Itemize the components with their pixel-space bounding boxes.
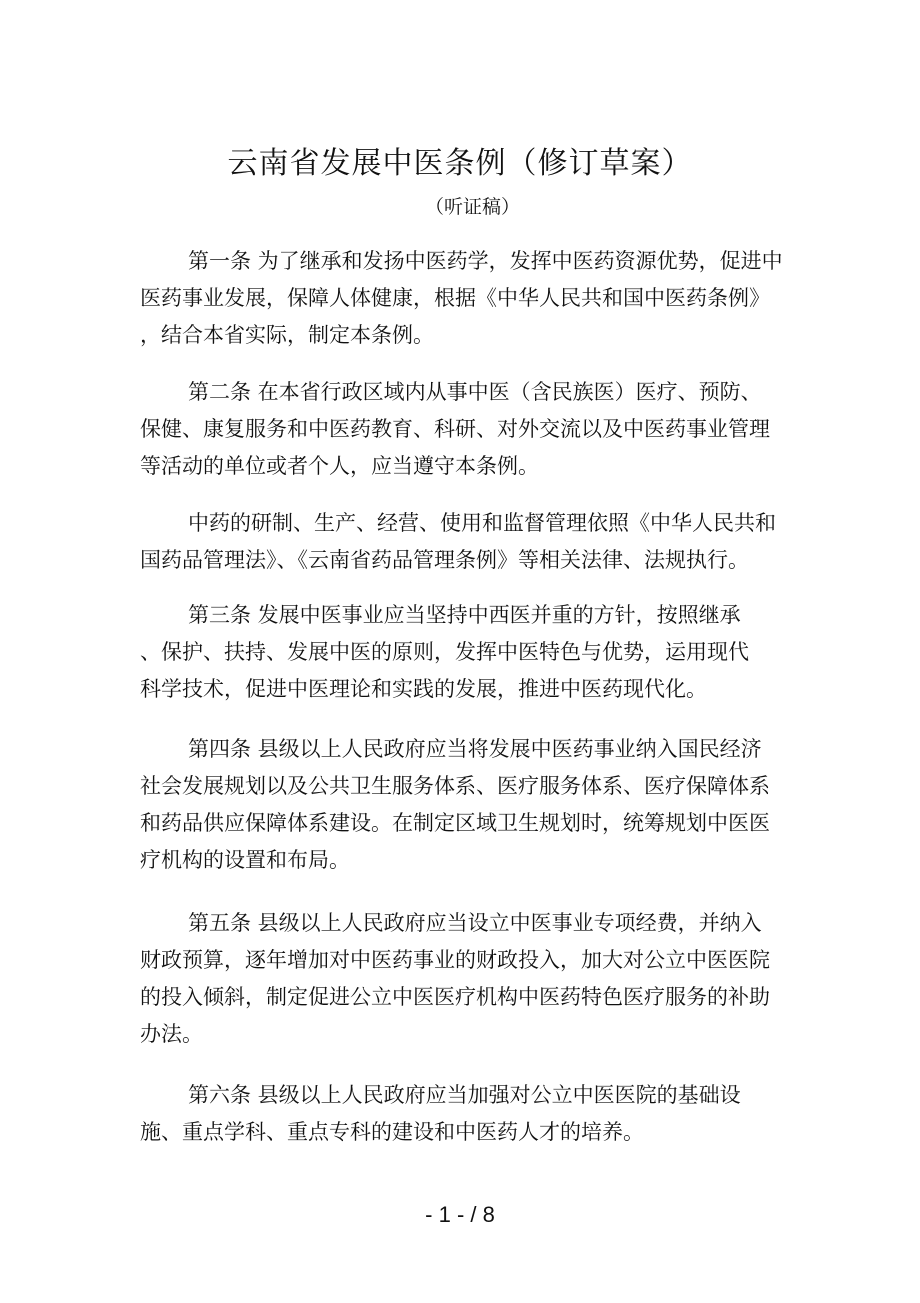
document-subtitle: （听证稿）: [425, 196, 521, 218]
article-4-line: 社会发展规划以及公共卫生服务体系、医疗服务体系、医疗保障体系: [140, 774, 770, 798]
article-2-line: 第二条 在本省行政区域内从事中医（含民族医）医疗、预防、: [188, 380, 762, 404]
article-4-line: 和药品供应保障体系建设。在制定区域卫生规划时，统筹规划中医医: [140, 811, 770, 835]
article-2-supplement-line: 国药品管理法》、《云南省药品管理条例》等相关法律、法规执行。: [140, 548, 749, 572]
article-2-line: 保健、康复服务和中医药教育、科研、对外交流以及中医药事业管理: [140, 417, 770, 441]
article-5-line: 财政预算，逐年增加对中医药事业的财政投入，加大对公立中医医院: [140, 948, 770, 972]
article-2-supplement-paragraph: [140, 505, 800, 579]
article-5-line: 的投入倾斜，制定促进公立中医医疗机构中医药特色医疗服务的补助: [140, 985, 770, 1009]
article-2-line: 等活动的单位或者个人，应当遵守本条例。: [140, 454, 539, 478]
article-4-line: 疗机构的设置和布局。: [140, 848, 350, 872]
article-5-paragraph: [140, 905, 800, 1053]
article-4-paragraph: [140, 731, 800, 879]
article-6-line: 施、重点学科、重点专科的建设和中医药人才的培养。: [140, 1120, 644, 1144]
article-2-supplement-line: 中药的研制、生产、经营、使用和监督管理依照《中华人民共和: [188, 511, 776, 535]
document-title: 云南省发展中医条例（修订草案）: [227, 146, 693, 181]
article-1-line: 第一条 为了继承和发扬中医药学，发挥中医药资源优势，促进中: [188, 249, 783, 273]
article-3-line: 第三条 发展中医事业应当坚持中西医并重的方针，按照继承: [188, 603, 741, 627]
article-2-paragraph: [140, 374, 800, 485]
article-3-line: 科学技术，促进中医理论和实践的发展，推进中医药现代化。: [140, 677, 707, 701]
article-3-paragraph: [140, 597, 800, 708]
article-6-paragraph: [140, 1077, 800, 1151]
article-3-line: 、保护、扶持、发展中医的原则，发挥中医特色与优势，运用现代: [140, 640, 749, 664]
article-5-line: 第五条 县级以上人民政府应当设立中医事业专项经费，并纳入: [188, 911, 762, 935]
article-1-paragraph: [140, 243, 800, 354]
article-1-line: ，结合本省实际，制定本条例。: [140, 323, 434, 347]
article-5-line: 办法。: [140, 1022, 203, 1046]
article-1-line: 医药事业发展，保障人体健康，根据《中华人民共和国中医药条例》: [140, 286, 770, 310]
page-number: - 1 - / 8: [425, 1202, 495, 1227]
article-4-line: 第四条 县级以上人民政府应当将发展中医药事业纳入国民经济: [188, 737, 762, 761]
article-6-line: 第六条 县级以上人民政府应当加强对公立中医医院的基础设: [188, 1083, 741, 1107]
